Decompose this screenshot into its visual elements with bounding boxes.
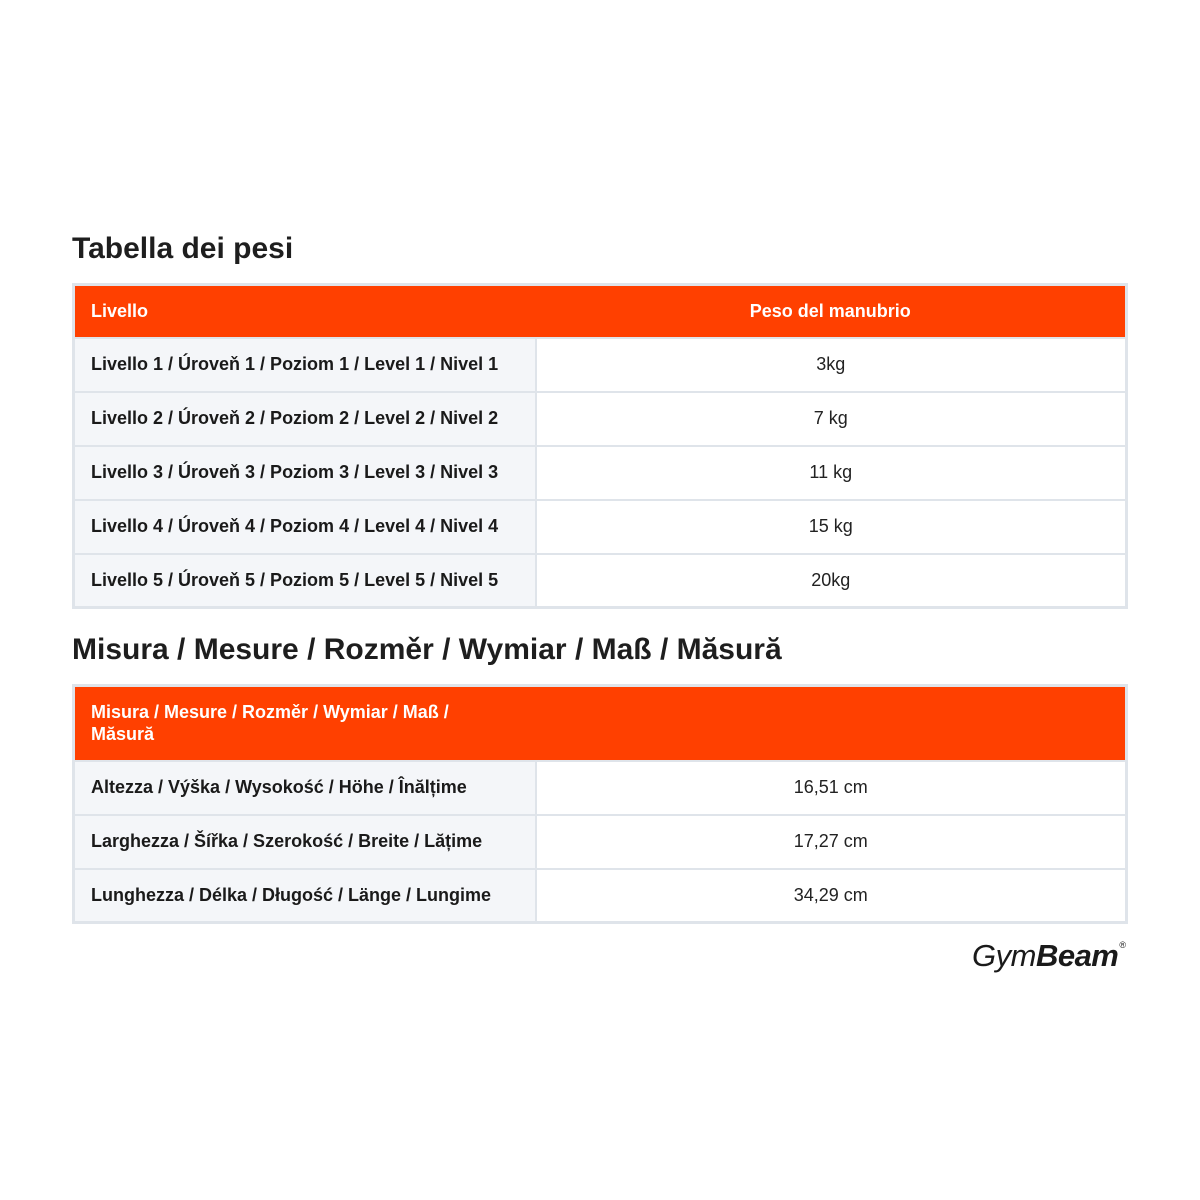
- weight-value: 11 kg: [536, 446, 1127, 500]
- weights-title: Tabella dei pesi: [72, 232, 294, 265]
- dimensions-table: [72, 684, 1128, 924]
- weight-level-label: Livello 1 / Úroveň 1 / Poziom 1 / Level 1 / Nivel 1: [74, 338, 536, 392]
- dimensions-title: Misura / Mesure / Rozměr / Wymiar / Maß / Măsură: [72, 633, 782, 666]
- weight-level-label: Livello 2 / Úroveň 2 / Poziom 2 / Level 2 / Nivel 2: [74, 392, 536, 446]
- table-row: [74, 392, 1127, 446]
- gymbeam-logo: [972, 938, 1126, 974]
- table-row: [74, 761, 1127, 815]
- weight-level-label: Livello 5 / Úroveň 5 / Poziom 5 / Level 5 / Nivel 5: [74, 554, 536, 608]
- weight-level-label: Livello 4 / Úroveň 4 / Poziom 4 / Level 4 / Nivel 4: [74, 500, 536, 554]
- dimensions-header-value: [536, 686, 1127, 761]
- table-row: [74, 446, 1127, 500]
- dimension-value: 16,51 cm: [536, 761, 1127, 815]
- table-row: [74, 500, 1127, 554]
- dimension-label: Larghezza / Šířka / Szerokość / Breite / Lățime: [74, 815, 536, 869]
- dimension-label: Lunghezza / Délka / Długość / Länge / Lungime: [74, 869, 536, 923]
- table-row: [74, 869, 1127, 923]
- registered-mark: ®: [1119, 940, 1126, 950]
- weights-table: [72, 283, 1128, 609]
- logo-beam-text: Beam: [1035, 938, 1119, 973]
- dimension-label: Altezza / Výška / Wysokość / Höhe / Înălțime: [74, 761, 536, 815]
- weights-header-row: [74, 285, 1127, 338]
- table-row: [74, 338, 1127, 392]
- weight-value: 3kg: [536, 338, 1127, 392]
- dimensions-header-measure: Misura / Mesure / Rozměr / Wymiar / Maß / Măsură: [74, 686, 536, 761]
- table-row: [74, 815, 1127, 869]
- dimensions-header-row: [74, 686, 1127, 761]
- dimension-value: 17,27 cm: [536, 815, 1127, 869]
- weights-header-level: Livello: [74, 285, 536, 338]
- weight-value: 20kg: [536, 554, 1127, 608]
- dimension-value: 34,29 cm: [536, 869, 1127, 923]
- logo-gym-text: Gym: [972, 938, 1036, 973]
- weight-level-label: Livello 3 / Úroveň 3 / Poziom 3 / Level 3 / Nivel 3: [74, 446, 536, 500]
- weight-value: 7 kg: [536, 392, 1127, 446]
- weight-value: 15 kg: [536, 500, 1127, 554]
- weights-header-weight: Peso del manubrio: [536, 285, 1127, 338]
- table-row: [74, 554, 1127, 608]
